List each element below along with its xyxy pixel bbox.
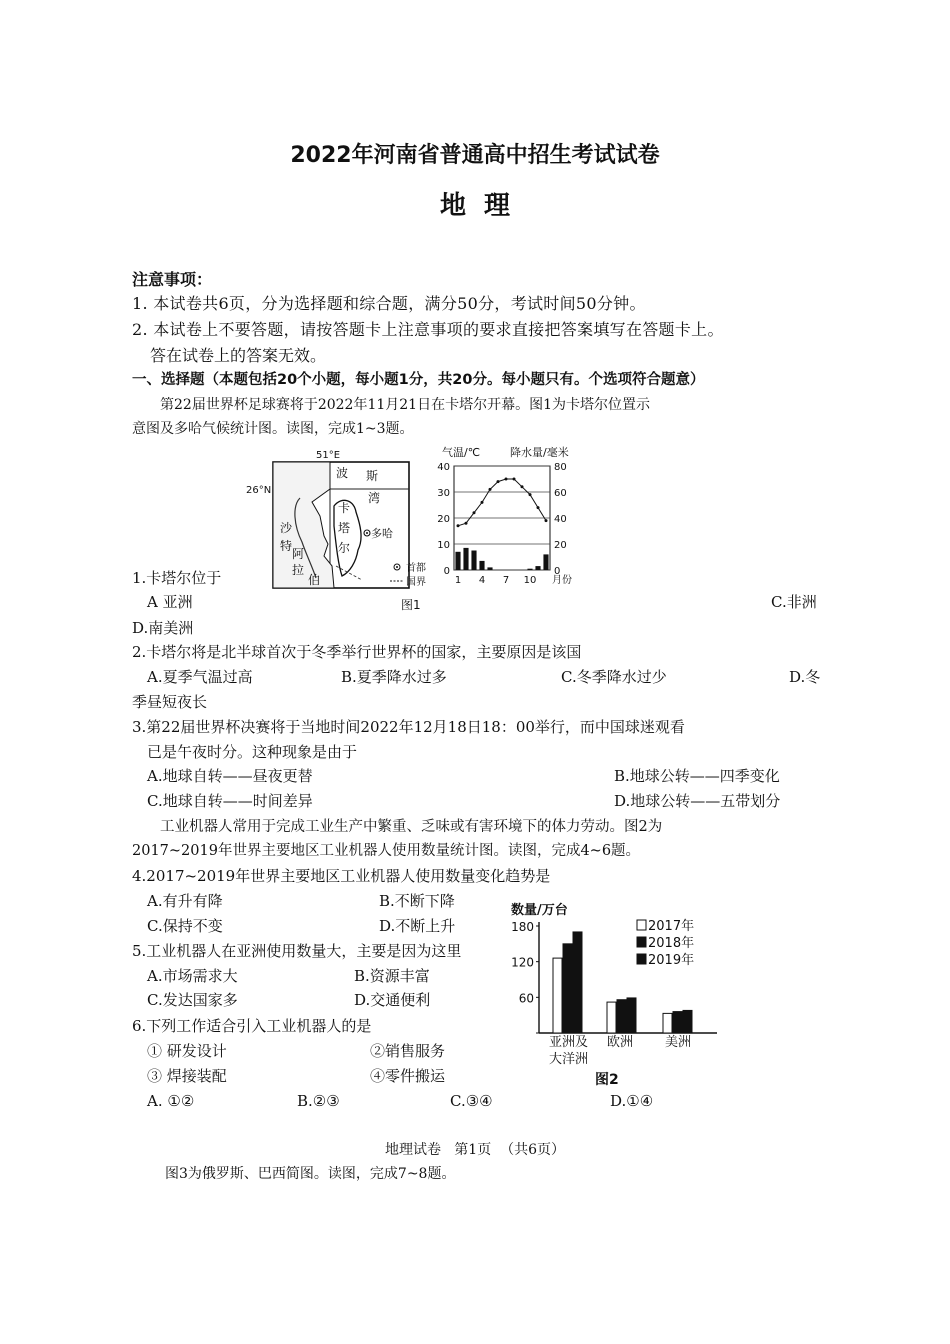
page-footer: 地理试卷 第1页 （共6页） [384,1142,566,1158]
figure2-cat1-line2: 大洋洲 [549,1052,589,1067]
climate-precip-tick: 60 [554,488,567,499]
figure2-legend-label: 2018年 [648,936,695,951]
precip-bar [463,548,468,570]
q2-option-d: D.冬 [789,668,821,686]
q6-item-4: ④零件搬运 [370,1067,446,1085]
figure1-caption: 图1 [401,598,421,612]
q3-stem-line2: 已是午夜时分。这种现象是由于 [147,743,358,761]
svg-text:尔: 尔 [338,541,351,555]
climate-temp-tick: 40 [437,462,450,473]
q2-option-a: A.夏季气温过高 [147,668,253,686]
q1-option-a: A 亚洲 [147,593,193,611]
q4-option-a: A.有升有降 [147,892,223,910]
q4-stem: 4.2017~2019年世界主要地区工业机器人使用数量变化趋势是 [132,867,551,885]
q4-option-c: C.保持不变 [147,917,223,935]
q6-item-2: ②销售服务 [370,1042,446,1060]
figure2-ylabel: 数量/万台 [511,903,568,918]
precip-bar [471,551,476,571]
q3-stem-line1: 3.第22届世界杯决赛将于当地时间2022年12月18日18：00举行，而中国球迷观看 [132,718,685,736]
figure2-bar [627,998,636,1033]
temperature-point [457,524,460,527]
q3-option-b: B.地球公转——四季变化 [614,767,780,785]
figure1-map-legend [388,556,438,590]
climate-precip-tick: 80 [554,462,567,473]
figure2-legend-swatch [637,954,646,964]
q6-option-a: A. ①② [147,1092,195,1110]
precip-bar [527,569,532,570]
climate-precip-tick: 40 [554,514,567,525]
intro2-line1: 工业机器人常用于完成工业生产中繁重、乏味或有害环境下的体力劳动。图2为 [160,819,663,835]
svg-text:首都: 首都 [406,563,426,574]
precip-bar [479,561,484,570]
map-lon-label: 51°E [316,450,341,461]
notice-item-1: 1. 本试卷共6页，分为选择题和综合题，满分50分，考试时间50分钟。 [132,294,646,313]
climate-temp-tick: 30 [437,488,450,499]
q2-option-d-cont: 季昼短夜长 [132,693,208,711]
temperature-point [465,522,468,525]
q4-option-b: B.不断下降 [379,892,455,910]
q5-option-b: B.资源丰富 [354,967,430,985]
climate-month-tick: 4 [478,575,486,586]
svg-text:伯: 伯 [308,573,321,587]
temperature-point [497,480,500,483]
svg-text:拉: 拉 [292,563,305,577]
svg-text:沙: 沙 [280,521,293,535]
figure2-cat2: 欧洲 [607,1035,634,1050]
figure2-legend-swatch [637,937,646,947]
temperature-point [505,478,508,481]
temperature-point [513,478,516,481]
svg-text:湾: 湾 [368,491,381,505]
q1-option-c: C.非洲 [771,593,817,611]
intro1-line2: 意图及多哈气候统计图。读图，完成1~3题。 [132,421,414,437]
q3-option-c: C.地球自转——时间差异 [147,792,313,810]
q2-option-b: B.夏季降水过多 [341,668,447,686]
q5-option-a: A.市场需求大 [147,967,238,985]
svg-text:卡: 卡 [338,501,351,515]
q6-option-c: C.③④ [450,1092,493,1110]
temperature-line [458,479,546,526]
climate-precip-tick: 20 [554,540,567,551]
figure2-chart [505,896,725,1091]
figure2-caption: 图2 [595,1072,619,1088]
climate-temp-tick: 0 [443,566,450,577]
exam-title: 2022年河南省普通高中招生考试试卷 [290,143,660,168]
figure2-bar [683,1010,692,1033]
figure2-ytick: 180 [511,920,534,934]
notice-heading: 注意事项： [132,270,213,289]
q6-option-d: D.①④ [610,1092,654,1110]
figure2-legend-label: 2017年 [648,919,695,934]
figure2-cat1-line1: 亚洲及 [549,1035,589,1050]
svg-text:阿: 阿 [292,547,305,561]
q3-option-a: A.地球自转——昼夜更替 [147,767,313,785]
climate-temp-tick: 20 [437,514,450,525]
q1-option-d: D.南美洲 [132,619,194,637]
climate-temp-tick: 10 [437,540,450,551]
figure2-ytick: 60 [518,991,534,1006]
q6-stem: 6.下列工作适合引入工业机器人的是 [132,1017,372,1035]
figure2-bar [663,1013,672,1033]
temperature-point [529,493,532,496]
figure2-bar [573,932,582,1033]
climate-month-tick: 7 [502,575,510,586]
figure2-bar [673,1012,682,1033]
precip-bar [455,552,460,570]
map-lat-label: 26°N [246,485,272,496]
q1-stem: 1.卡塔尔位于 [132,569,222,587]
q5-option-c: C.发达国家多 [147,991,238,1009]
svg-text:波: 波 [336,466,349,480]
intro3: 图3为俄罗斯、巴西简图。读图，完成7~8题。 [165,1166,456,1182]
temperature-point [521,485,524,488]
precip-bar [487,567,492,570]
temperature-point [481,501,484,504]
figure2-legend-label: 2019年 [648,953,695,968]
q6-item-1: ① 研发设计 [147,1042,227,1060]
svg-text:特: 特 [280,539,293,553]
q3-option-d: D.地球公转——五带划分 [614,792,781,810]
q4-option-d: D.不断上升 [379,917,456,935]
q6-item-3: ③ 焊接装配 [147,1067,227,1085]
climate-precip-label: 降水量/毫米 [510,446,569,459]
figure2-bar [607,1002,616,1033]
map-city-doha: 多哈 [371,527,393,540]
figure1-climate-chart [434,440,584,590]
climate-temp-label: 气温/℃ [442,446,481,459]
q6-option-b: B.②③ [297,1092,340,1110]
svg-text:斯: 斯 [366,469,379,483]
intro1-line1: 第22届世界杯足球赛将于2022年11月21日在卡塔尔开幕。图1为卡塔尔位置示 [160,397,650,413]
q5-stem: 5.工业机器人在亚洲使用数量大，主要是因为这里 [132,942,462,960]
q2-option-c: C.冬季降水过少 [561,668,667,686]
intro2-line2: 2017~2019年世界主要地区工业机器人使用数量统计图。读图，完成4~6题。 [132,843,641,859]
precip-bar [535,566,540,570]
q5-option-d: D.交通便利 [354,991,431,1009]
figure2-bar [617,1000,626,1033]
svg-text:国界: 国界 [406,577,426,588]
figure2-legend-swatch [637,920,646,930]
figure2-ytick: 120 [511,955,534,970]
figure2-cat3: 美洲 [665,1035,692,1050]
temperature-point [473,511,476,514]
figure2-bar [553,958,562,1033]
section1-heading: 一、选择题（本题包括20个小题，每小题1分，共20分。每小题只有。个选项符合题意） [132,372,705,388]
climate-month-tick: 1 [454,575,462,586]
precip-bar [543,554,548,570]
climate-month-tick: 10 [523,575,537,586]
temperature-point [489,488,492,491]
climate-month-unit: 月份 [552,575,572,586]
temperature-point [545,519,548,522]
climate-precip-tick: 0 [554,566,561,577]
q2-stem: 2.卡塔尔将是北半球首次于冬季举行世界杯的国家，主要原因是该国 [132,643,582,661]
figure2-bar [563,944,572,1033]
subject-title: 地 理 [439,191,511,221]
temperature-point [537,506,540,509]
notice-item-3: 答在试卷上的答案无效。 [150,346,327,365]
notice-item-2: 2. 本试卷上不要答题，请按答题卡上注意事项的要求直接把答案填写在答题卡上。 [132,320,724,339]
svg-text:塔: 塔 [338,521,351,535]
